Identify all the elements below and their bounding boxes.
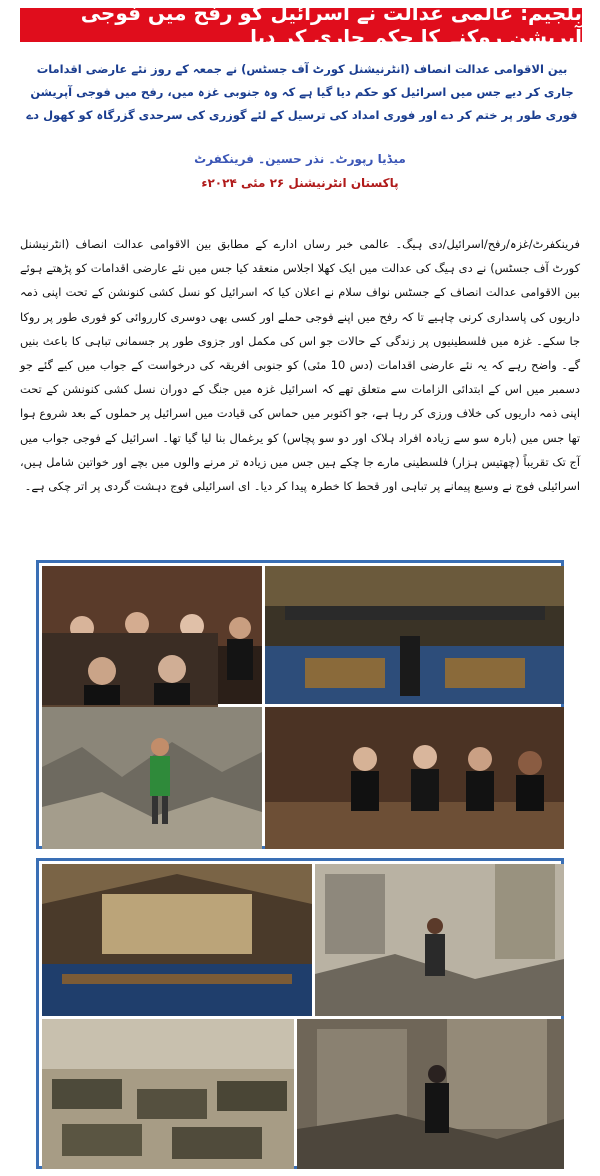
destroyed-building-woman-photo: [297, 1019, 564, 1169]
headline-text: بلجیم: عالمی عدالت نے اسرائیل کو رفح میں فوجی آپریشن روکنے کا حکم جاری کر دیا: [80, 1, 582, 49]
photo-collage-top: [36, 560, 564, 849]
gaza-destroyed-street-photo: [315, 864, 564, 1016]
peace-palace-hall-photo: [42, 864, 312, 1016]
gaza-rubble-child-photo: [42, 707, 262, 849]
source-line: پاکستان انٹرنیشنل ۲۶ مئی ۲۰۲۴ء: [201, 176, 399, 190]
article-body: فرینکفرٹ/غزہ/رفح/اسرائیل/دی ہیگ۔ عالمی خبر رساں ادارے کے مطابق بین الاقوامی عدالت انصاف (انٹرنیشنل کورٹ آف جسٹس) نے دی ہیگ کی عدالت میں ایک کھلا اجلاس منعقد کیا جس میں نئے عارضی اقدامات کو پڑھتے ہوئے بین الاقوامی عدالت انصاف کے جسٹس نواف سلام نے اعلان کیا کہ اسرائیل کو نسل کشی کنونشن کے تحت اپنی ذمہ داریوں کی پاسداری کرنی چاہیے تا کہ رفح میں اپنے فوجی حملے اور کسی بھی دوسری کارروائی کو فوری طور پر روکا جا سکے۔ غزہ میں فلسطینیوں پر زندگی کے حالات جو اس کی مکمل اور جزوی طور پر جسمانی تباہی کا باعث بنیں گے۔ واضح رہے کہ یہ نئے عارضی اقدامات (دس 10 مئی) کو جنوبی افریقہ کی درخواست کے جواب میں کیے گئے جو دسمبر میں اس کے ابتدائی الزامات سے متعلق تھے کہ اسرائیل غزہ میں جنگ کے دوران نسل کشی کنونشن کے تحت اپنی ذمہ داریوں کی خلاف ورزی کر رہا ہے، جو اکتوبر میں حماس کی قیادت میں اسرائیل پر حملوں کے بعد شروع ہوا تھا جس میں (بارہ سو سے زیادہ افراد ہلاک اور دو سو پچاس) کو یرغمال بنا لیا گیا تھا۔ اسرائیل کے فوجی جواب میں آج تک تقریباً (چھتیس ہزار) فلسطینی مارے جا چکے ہیں جس میں زیادہ تر مرنے والوں میں بچے اور خواتین شامل ہیں، اسرائیلی فوج نے وسیع پیمانے پر تباہی اور قحط کا خطرہ پیدا کر دیا۔ ای اسرائیلی فوج دہشت گردی پر اتر چکی ہے۔: [20, 237, 580, 494]
reporter-line: میڈیا رپورٹ۔ نذر حسین۔ فرینکفرٹ: [194, 152, 406, 166]
headline-banner: [20, 1, 582, 49]
summary-text: بین الاقوامی عدالت انصاف (انٹرنیشنل کورٹ آف جسٹس) نے جمعہ کے روز نئے عارضی اقدامات جاری کر دیے جس میں اسرائیل کو حکم دیا گیا ہے کہ وہ جنوبی غزہ میں، رفح میں فوجی آپریشن فوری طور پر ختم کر دے اور فوری امداد کی ترسیل کے لئے گوزری کی سرحدی گزرگاہ کو کھول دے: [26, 62, 578, 122]
photo-collage-bottom: [36, 858, 564, 1169]
court-hall-wide-photo: [265, 566, 564, 704]
court-judges-row-photo: [265, 707, 564, 849]
tanks-convoy-photo: [42, 1019, 294, 1169]
